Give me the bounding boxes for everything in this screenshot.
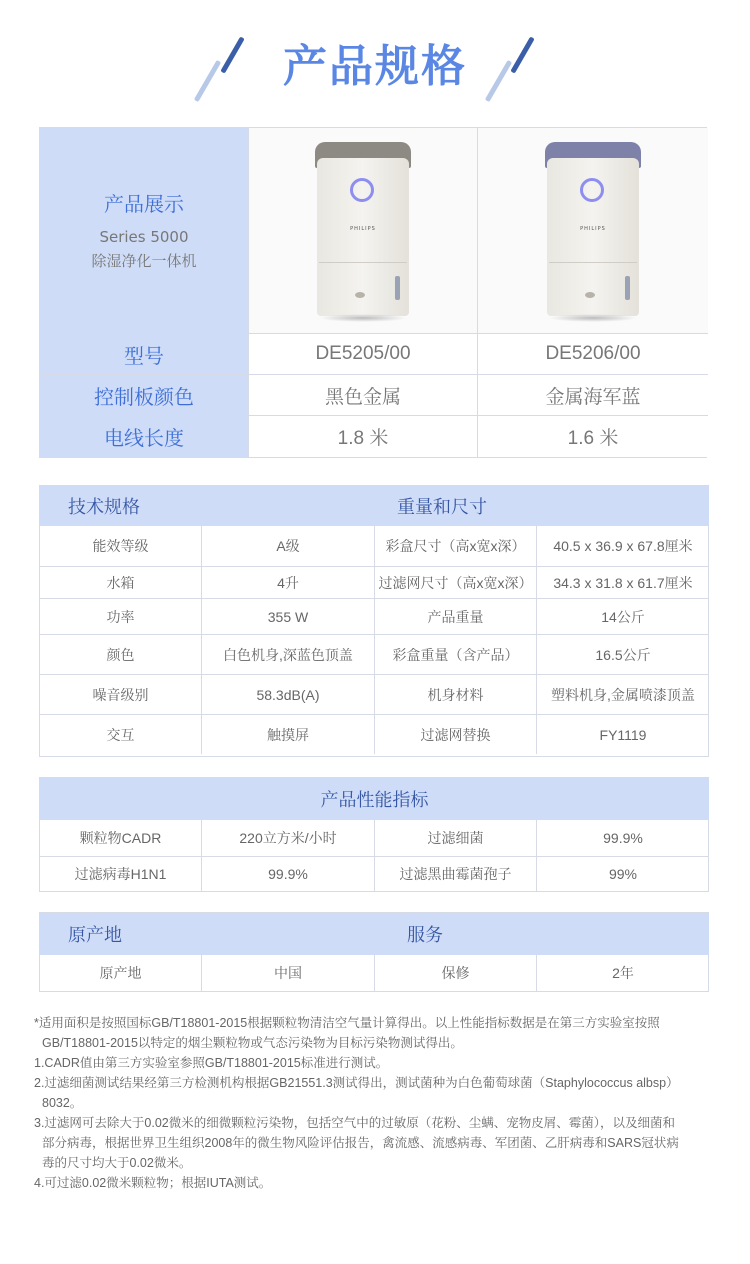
spec-value-cell: 触摸屏 — [202, 715, 375, 754]
cord-length-label: 电线长度 — [40, 416, 249, 457]
spec-value-cell: 白色机身,深蓝色顶盖 — [202, 635, 375, 675]
spec-label-cell: 过滤细菌 — [375, 820, 537, 857]
device-split-line — [549, 262, 637, 263]
spec-label-cell: 过滤病毒H1N1 — [40, 857, 202, 891]
spec-value-cell: 14公斤 — [537, 599, 709, 635]
origin-service-table — [39, 912, 709, 992]
device-logo-icon — [355, 292, 365, 298]
spec-label-cell: 过滤黑曲霉菌孢子 — [375, 857, 537, 891]
spec-label-cell: 能效等级 — [40, 526, 202, 567]
spec-label-cell: 颗粒物CADR — [40, 820, 202, 857]
product-show-label-cell — [40, 128, 249, 334]
device-shadow — [319, 314, 407, 322]
spec-value-cell: 4升 — [202, 567, 375, 599]
power-ring-icon — [580, 178, 604, 202]
cord-length-value-1: 1.8 米 — [249, 416, 478, 457]
spec-label-cell: 产品重量 — [375, 599, 537, 635]
origin-header: 原产地 — [40, 913, 375, 955]
device-brand-text: PHILIPS — [580, 225, 606, 232]
product-image-cell-2 — [478, 128, 708, 334]
spec-value-cell: 58.3dB(A) — [202, 675, 375, 715]
footnote-line: *适用面积是按照国标GB/T18801-2015根据颗粒物清洁空气量计算得出。以上性能指标数据是在第三方实验室按照 — [34, 1016, 660, 1030]
water-level-window — [625, 276, 630, 300]
spec-value-cell: 99.9% — [537, 820, 709, 857]
tech-specs-table — [39, 485, 709, 757]
title-area — [0, 0, 750, 110]
dehumidifier-image-2 — [545, 142, 641, 320]
footnote-line: GB/T18801-2015以特定的烟尘颗粒物或气态污染物为目标污染物测试得出。 — [42, 1036, 463, 1050]
footnote-line: 8032。 — [42, 1096, 83, 1110]
device-shadow — [549, 314, 637, 322]
dehumidifier-image-1 — [315, 142, 411, 320]
performance-header: 产品性能指标 — [40, 778, 709, 820]
device-logo-icon — [585, 292, 595, 298]
spec-value-cell: 塑料机身,金属喷漆顶盖 — [537, 675, 709, 715]
spec-label-cell: 水箱 — [40, 567, 202, 599]
spec-label-cell: 保修 — [375, 955, 537, 991]
cord-length-value-2: 1.6 米 — [478, 416, 708, 457]
spec-label-cell: 颜色 — [40, 635, 202, 675]
model-label: 型号 — [40, 334, 249, 375]
footnote-line: 部分病毒，根据世界卫生组织2008年的微生物风险评估报告，禽流感、流感病毒、军团菌、乙肝病毒和SARS冠状病 — [42, 1136, 679, 1150]
water-level-window — [395, 276, 400, 300]
footnotes — [34, 1013, 724, 1193]
spec-value-cell: 34.3 x 31.8 x 61.7厘米 — [537, 567, 709, 599]
model-value-1: DE5205/00 — [249, 334, 478, 375]
spec-label-cell: 彩盒尺寸（高x宽x深） — [375, 526, 537, 567]
spec-value-cell: FY1119 — [599, 726, 647, 743]
panel-color-value-2: 金属海军蓝 — [478, 375, 708, 416]
spec-value-cell: A级 — [202, 526, 375, 567]
spec-label-cell: 功率 — [40, 599, 202, 635]
spec-label-cell: 彩盒重量（含产品） — [375, 635, 537, 675]
service-header: 服务 — [375, 913, 709, 955]
spec-label-cell: 交互 — [40, 715, 202, 754]
spec-label-cell: 过滤网替换 — [375, 715, 537, 754]
spec-label-cell: 原产地 — [40, 955, 202, 991]
series-label: Series 5000 — [99, 228, 189, 246]
spec-value-cell: 220立方米/小时 — [202, 820, 375, 857]
spec-value-cell: 355 W — [202, 599, 375, 635]
power-ring-icon — [350, 178, 374, 202]
page-title: 产品规格 — [283, 41, 467, 92]
weight-size-header: 重量和尺寸 — [375, 486, 709, 526]
spec-label-cell: 机身材料 — [375, 675, 537, 715]
product-show-label: 产品展示 — [104, 192, 184, 216]
spec-label-cell: 过滤网尺寸（高x宽x深） — [375, 567, 537, 599]
footnote-line: 2.过滤细菌测试结果经第三方检测机构根据GB21551.3测试得出，测试菌种为白色葡萄球菌（Staphylococcus albsp） — [34, 1076, 679, 1090]
product-type-label: 除湿净化一体机 — [91, 252, 197, 270]
product-image-cell-1 — [249, 128, 478, 334]
spec-value-cell: 99% — [608, 866, 638, 882]
product-table — [39, 127, 707, 458]
performance-table — [39, 777, 709, 892]
footnote-line: 毒的尺寸均大于0.02微米。 — [42, 1156, 192, 1170]
spec-value-cell: 99.9% — [202, 857, 375, 891]
spec-label-cell: 噪音级别 — [40, 675, 202, 715]
footnote-line: 4.可过滤0.02微米颗粒物；根据IUTA测试。 — [34, 1176, 272, 1190]
device-split-line — [319, 262, 407, 263]
tech-specs-header: 技术规格 — [40, 486, 375, 526]
device-brand-text: PHILIPS — [350, 225, 376, 232]
panel-color-value-1: 黑色金属 — [249, 375, 478, 416]
footnote-line: 1.CADR值由第三方实验室参照GB/T18801-2015标准进行测试。 — [34, 1056, 389, 1070]
panel-color-label: 控制板颜色 — [40, 375, 249, 416]
spec-value-cell: 40.5 x 36.9 x 67.8厘米 — [537, 526, 709, 567]
model-value-2: DE5206/00 — [478, 334, 708, 375]
footnote-line: 3.过滤网可去除大于0.02微米的细微颗粒污染物，包括空气中的过敏原（花粉、尘螨、宠物皮屑、霉菌），以及细菌和 — [34, 1116, 676, 1130]
spec-value-cell: 中国 — [202, 955, 375, 991]
spec-value-cell: 2年 — [612, 965, 634, 981]
spec-value-cell: 16.5公斤 — [537, 635, 709, 675]
